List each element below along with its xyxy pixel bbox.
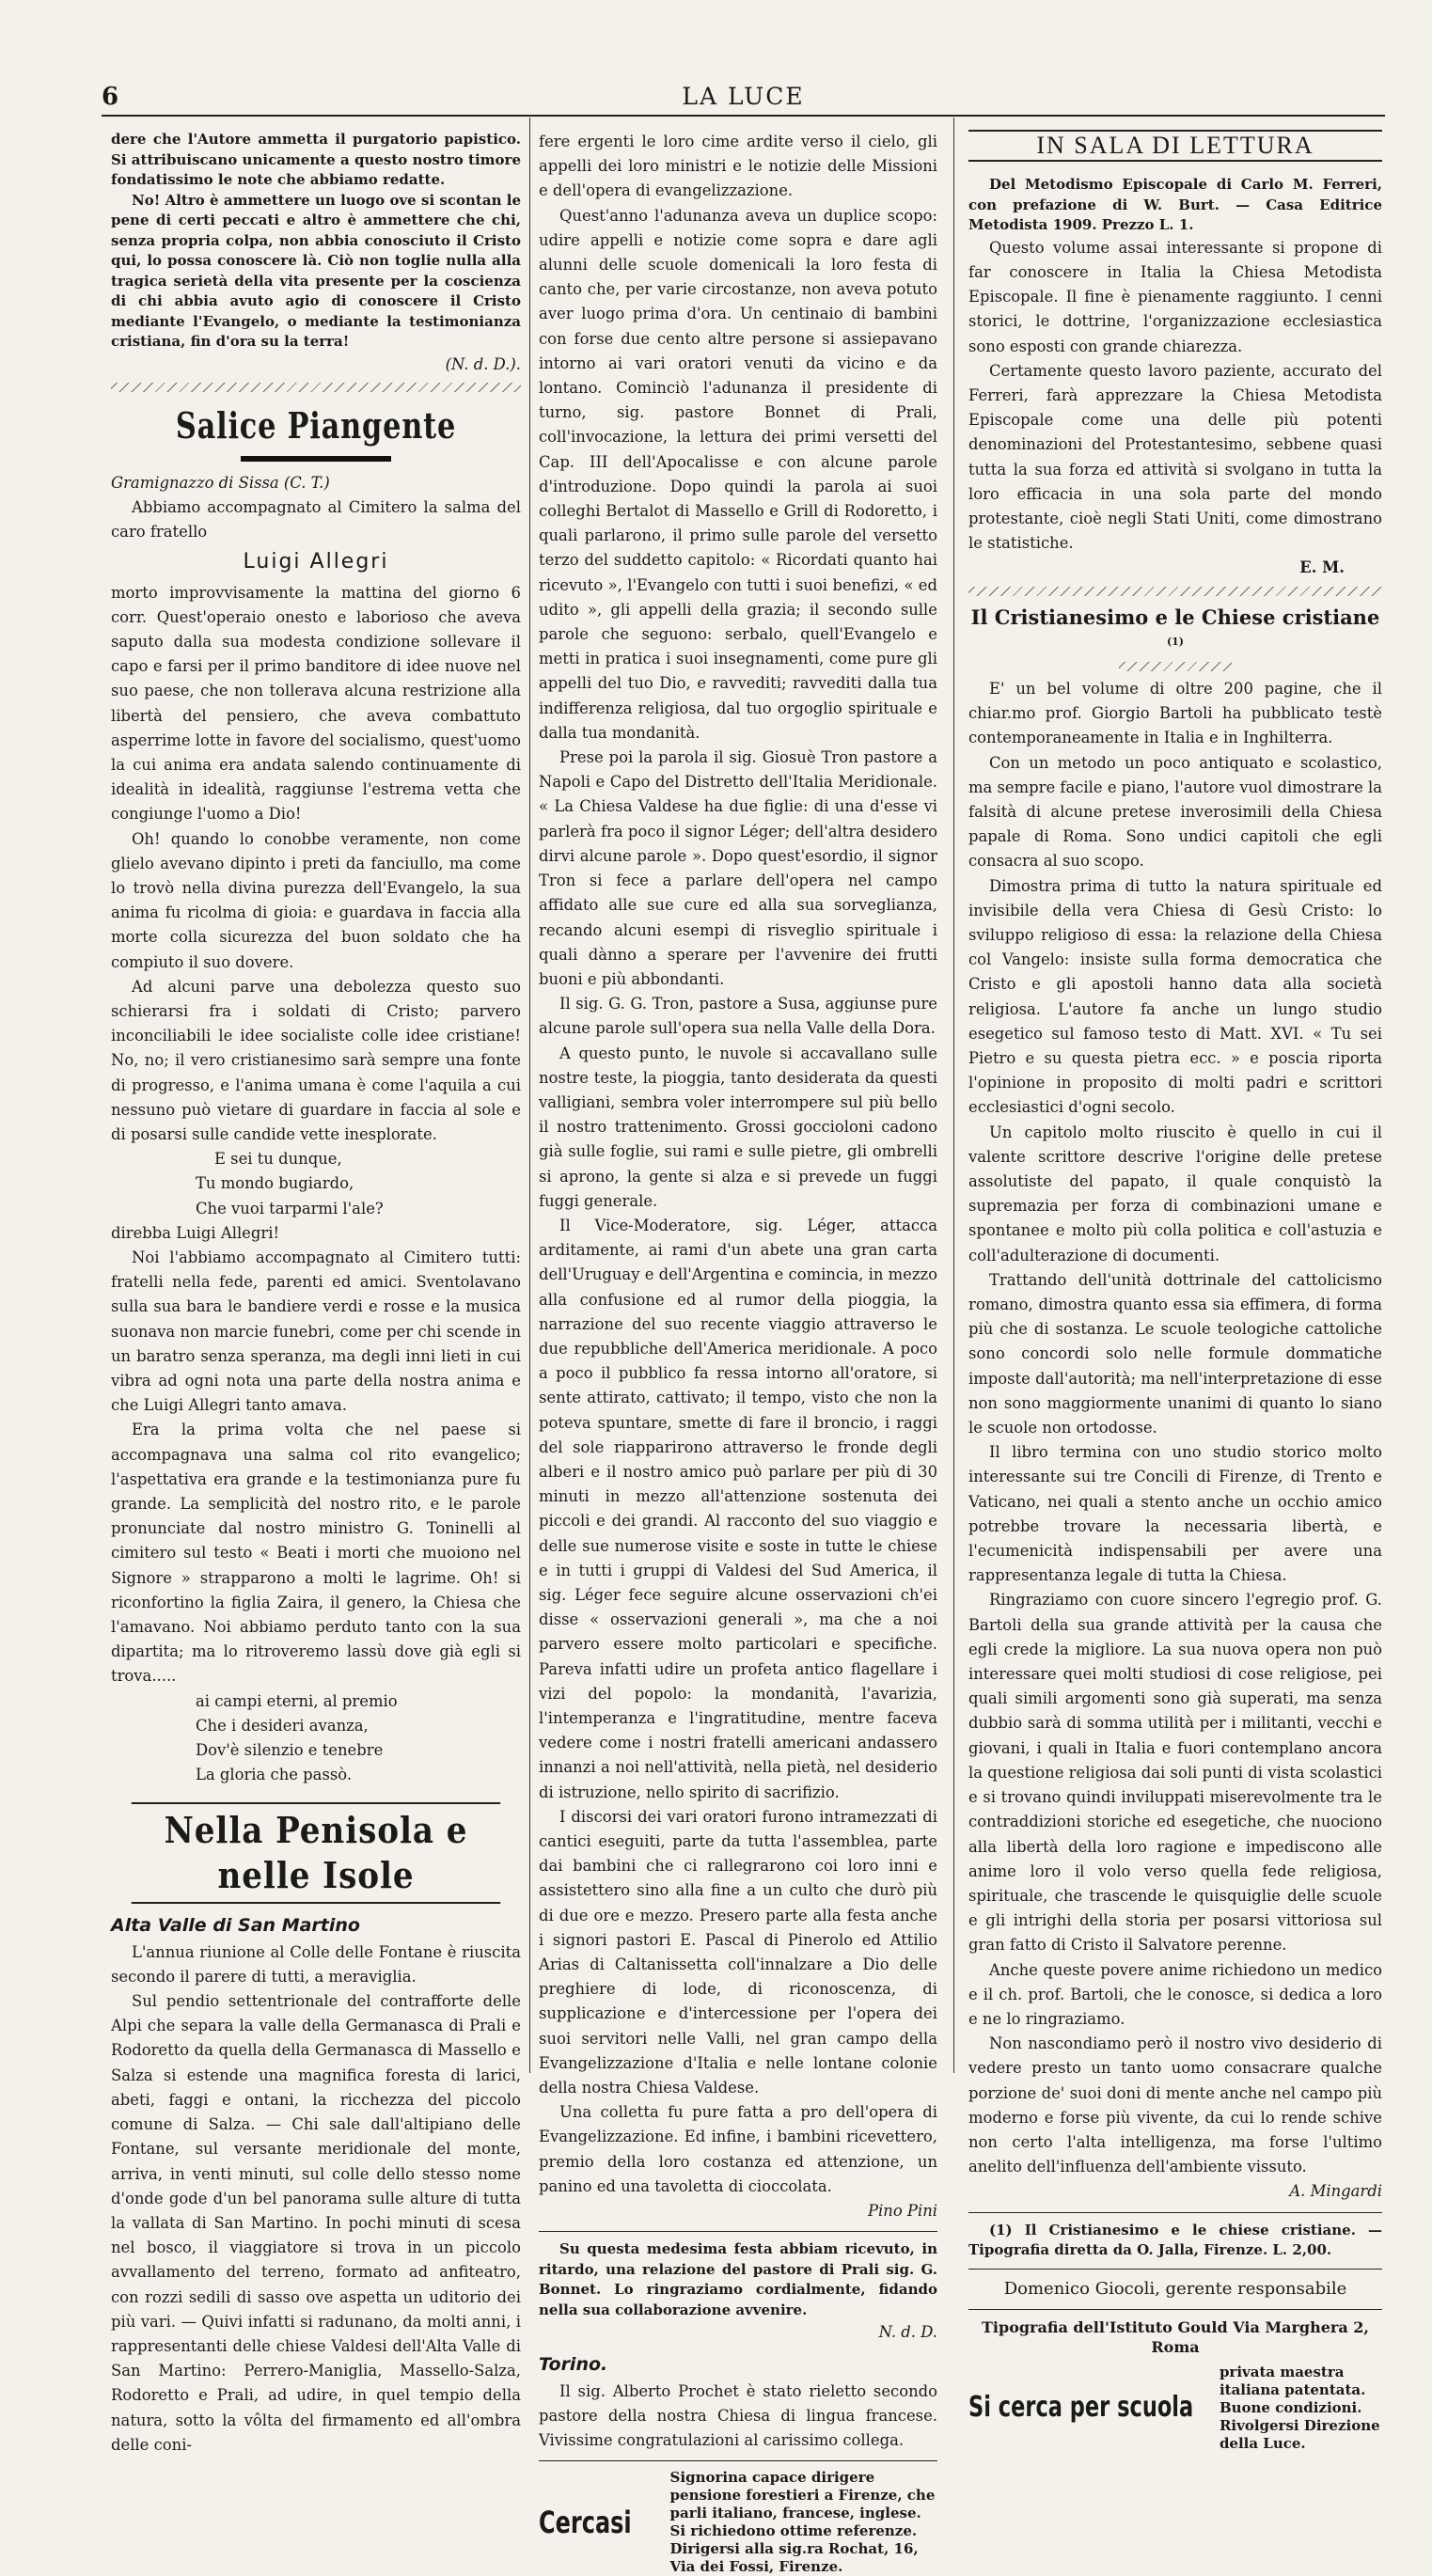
article-paragraph: Prese poi la parola il sig. Giosuè Tron pastore a Napoli e Capo del Distretto dell'Italia Meridionale. « La Chiesa Valdese ha due figlie: di una d'esse vi parlerà fra poco il signor Léger; dell'altra desidero dirvi alcune parole ». Dopo quest'esordio, il signor Tron si fece a parlare dell'opera nel campo affidato alle sue cure ed alla sua sorveglianza, recando alcuni esempi di risveglio spirituale i quali dànno a sperare per l'avvenire dei frutti buoni e più abbondanti. (539, 748, 937, 988)
penisola-heading: Nella Penisola e nelle Isole (132, 1802, 500, 1904)
salice-paragraph: Era la prima volta che nel paese si accompagnava una salma col rito evangelico; l'aspettativa era grande e la testimonianza pure fu grande. La semplicità del nostro rito, e le parole pronunciate dal nostro ministro G. Toninelli al cimitero sul testo « Beati i morti che muoiono nel Signore » strapparono a molti le lagrime. Oh! si riconfortino la figlia Zaira, il genero, la Chiesa che l'amavano. Noi abbiamo perduto tanto con la sua dipartita; ma lo ritroveremo lassù dove già egli si trova..... (111, 1421, 521, 1686)
review-paragraph: Anche queste povere anime richiedono un medico e il ch. prof. Bartoli, che le conosce, si dedica a loro e ne lo ringraziamo. (968, 1960, 1382, 2028)
gerente-line: Domenico Giocoli, gerente responsabile (1003, 2278, 1347, 2299)
advertisement-cercasi (539, 2469, 937, 2576)
separator (539, 2231, 937, 2232)
salice-paragraph: Noi l'abbiamo accompagnato al Cimitero tutti: fratelli nella fede, parenti ed amici. Sventolavano sulla sua bara le bandiere verdi e rosse e la musica suonava non marcie funebri, come per chi scende in un baratro senza speranza, ma degli inni lieti in cui vibra ad ogni nota una parte della nostra anima e che Luigi Allegri tanto amava. (111, 1249, 521, 1415)
review-paragraph: Ringraziamo con cuore sincero l'egregio prof. G. Bartoli della sua grande attività per la causa che egli crede la migliore. La sua nuova opera non può interessare quei molti studiosi di cose religiose, pei quali simili argomenti sono già superati, ma senza dubbio sarà di somma utilità per i militanti, vecchi e giovani, i quali in Italia e fuori contemplano ancora la questione religiosa dai soli punti di vista scolastici e si trovano quindi inviluppati miserevolmente tra le contraddizioni storiche ed esegetiche, che nuociono alla libertà della loro ragione e impediscono alle anime loro il volo verso quella fede religiosa, spirituale, che trascende le quisquiglie delle scuole e gli intrighi della storia per posarsi vittoriosa sul gran fatto di Cristo il Salvatore perenne. (968, 1591, 1382, 1955)
review-paragraph: Il libro termina con uno studio storico molto interessante sui tre Concili di Firenze, di Trento e Vaticano, nei quali a stento anche un occhio amico potrebbe trovare la necessaria libertà, e l'ecumenicità indispensabili per avere una rappresentanza legale di tutta la Chiesa. (968, 1443, 1382, 1585)
wavy-divider (1119, 662, 1232, 671)
intro-signature: (N. d. D.). (445, 354, 521, 373)
page-number: 6 (102, 83, 119, 111)
wavy-divider (111, 383, 521, 392)
verse-line: Che i desideri avanza, (196, 1716, 369, 1735)
salice-paragraph: Oh! quando lo conobbe veramente, non come glielo avevano dipinto i preti da fanciullo, ma come lo trovò nella divina purezza dell'Evangelo, la sua anima fu ricolma di gioia: e guardava in faccia alla morte colla sicurezza del buon soldato che ha compiuto il suo dovere. (111, 829, 521, 971)
separator (539, 2460, 937, 2461)
cristianesimo-heading (968, 605, 1382, 658)
article-paragraph: Il sig. G. G. Tron, pastore a Susa, aggiunse pure alcune parole sull'opera sua nella Valle della Dora. (539, 995, 937, 1038)
verse-line: ai campi eterni, al premio (196, 1691, 398, 1710)
column-divider-1 (529, 118, 530, 2073)
review-paragraph: Questo volume assai interessante si propone di far conoscere in Italia la Chiesa Metodista Episcopale. Il fine è pienamente raggiunto. I cenni storici, le dottrine, l'organizzazione ecclesiastica sono esposti con grande chiarezza. (968, 238, 1382, 355)
book-reference: Del Metodismo Episcopale di Carlo M. Ferreri, con prefazione di W. Burt. — Casa Editrice Metodista 1909. Prezzo L. 1. (968, 176, 1382, 234)
review-paragraph: Trattando dell'unità dottrinale del cattolicismo romano, dimostra quanto essa sia effimera, di forma più che di sostanza. Le scuole teologiche cattoliche sono concordi solo nelle formule dommatiche imposte dall'autorità; ma nell'interpretazione di esse non sono maggiormente unanimi di quanto lo siano le scuole non ortodosse. (968, 1270, 1382, 1437)
ad-text: privata maestra italiana patentata. Buone condizioni. Rivolgersi Direzione della Luce. (1219, 2363, 1380, 2452)
torino-heading: Torino. (539, 2354, 608, 2376)
verse-line: Tu mondo bugiardo, (196, 1174, 354, 1193)
verse-line: La gloria che passò. (196, 1766, 353, 1784)
ad-text: Signorina capace dirigere pensione forestieri a Firenze, che parli italiano, francese, inglese. Si richiedono ottime referenze. Dirigersi alla sig.ra Rochat, 16, Via dei Fossi, Firenze. (669, 2469, 936, 2576)
editor-note: Su questa medesima festa abbiam ricevuto, in ritardo, una relazione del pastore di Prali sig. G. Bonnet. Lo ringraziamo cordialmente, fidando nella sua collaborazione avvenire. (539, 2240, 937, 2318)
salice-paragraph: Ad alcuni parve una debolezza questo suo schierarsi fra i soldati di Cristo; parvero inconciliabili le idee socialiste colle idee cristiane! No, no; il vero cristianesimo sarà sempre una fonte di progresso, e l'anima umana è come l'aquila a cui nessuno può vietare di guardare in faccia al sole e di posarsi sulle candide vette inesplorate. (111, 977, 521, 1143)
review-paragraph: Certamente questo lavoro paziente, accurato del Ferreri, farà apprezzare la Chiesa Metodista Episcopale come una delle più potenti denominazioni del Protestantesimo, sebbene quasi tutta la sua forza ed attività si svolgano in tutta la loro efficacia in una sola parte del mondo protestante, cioè negli Stati Uniti, come dimostrano le statistiche. (968, 361, 1382, 553)
review-paragraph: E' un bel volume di oltre 200 pagine, che il chiar.mo prof. Giorgio Bartoli ha pubblicato testè contemporaneamente in Italia e in Inghilterra. (968, 679, 1382, 747)
review-signature: A. Mingardi (1289, 2182, 1382, 2201)
separator (968, 2269, 1382, 2270)
salice-lead: Abbiamo accompagnato al Cimitero la salma del caro fratello (111, 497, 521, 542)
article-paragraph: Il Vice-Moderatore, sig. Léger, attacca arditamente, ai rami d'un abete una gran carta dell'Uruguay e dell'Argentina e comincia, in mezzo alla confusione ed al rumor della pioggia, la narrazione del suo recente viaggio attraverso le due repubbliche dell'America meridionale. A poco a poco il pubblico fa ressa intorno all'oratore, si sente attirato, cattivato; il tempo, visto che non la poteva spuntare, smette di fare il broncio, i raggi del sole riapparirono attraverso le fronde degli alberi e il nostro amico può parlare per più di 30 minuti in mezzo all'attenzione sostenuta dei piccoli e dei grandi. Al racconto del suo viaggio e delle sue numerose visite e soste in tutte le chiese e in tutti i gruppi di Valdesi del Sud America, il sig. Léger fece seguire alcune osservazioni ch'ei disse « osservazioni generali », ma che a noi parvero essere molto particolari e specifiche. Pareva infatti udire un profeta antico flagellare i vizi del popolo: la mondanità, l'avarizia, l'intemperanza e l'ingratitudine, mentre faceva vedere come i nostri fratelli americani andassero innanzi a noi nell'attività, nella pietà, nel desiderio di istruzione, nello spirito di sacrifizio. (539, 1216, 937, 1801)
torino-paragraph: Il sig. Alberto Prochet è stato rieletto secondo pastore della nostra Chiesa di lingua francese. Vivissime congratulazioni al carissimo collega. (539, 2381, 937, 2450)
editor-note-signature: N. d. D. (878, 2323, 937, 2342)
column-3 (968, 130, 1383, 2452)
article-paragraph: fere ergenti le loro cime ardite verso il cielo, gli appelli dei loro ministri e le notizie delle Missioni e dell'opera di evangelizzazione. (539, 133, 937, 200)
column-divider-2 (953, 118, 954, 2073)
alta-valle-heading: Alta Valle di San Martino (111, 1915, 360, 1937)
salice-paragraph: morto improvvisamente la mattina del giorno 6 corr. Quest'operaio onesto e laborioso che aveva saputo dalla sua modesta condizione sollevare il capo e farsi per il primo banditore di idee nuove nel suo paese, che non tollerava alcuna restrizione alla libertà del pensiero, che aveva combattuto asperrime lotte in favore del socialismo, quest'uomo la cui anima era andata salendo continuamente di idealità in idealità, raggiunse l'estrema vetta che congiunge l'uomo a Dio! (111, 583, 521, 824)
intro-paragraph: No! Altro è ammettere un luogo ove si scontan le pene di certi peccati e altro è ammettere che chi, senza propria colpa, non abbia conosciuto il Cristo qui, lo possa conoscere là. Ciò non toglie nulla alla tragica serietà della vita presente per la coscienza di chi abbia avuto agio di conoscere il Cristo mediante l'Evangelo, o mediante la testimonianza cristiana, fin d'ora su la terra! (111, 191, 521, 350)
advertisement-scuola (968, 2364, 1382, 2453)
ad-headline: Cercasi (539, 2505, 632, 2541)
review-paragraph: Non nascondiamo però il nostro vivo desiderio di vedere presto un tanto uomo consacrare qualche porzione de' suoi doni di mente anche nel campo più moderno e forse più vivente, da cui lo rende schive non certo l'alta intelligenza, ma forse l'ultimo anelito dell'influenza dell'ambiente vissuto. (968, 2034, 1382, 2176)
tipografia-line: Tipografia dell'Istituto Gould Via Marghera 2, Roma (982, 2317, 1369, 2357)
article-paragraph: Una colletta fu pure fatta a pro dell'opera di Evangelizzazione. Ed infine, i bambini ricevettero, premio della loro costanza ed attenzione, un panino ed una tavoletta di cioccolata. (539, 2103, 937, 2195)
review-paragraph: Dimostra prima di tutto la natura spirituale ed invisibile della vera Chiesa di Gesù Cristo: lo sviluppo religioso di essa: la relazione della Chiesa col Vangelo: insiste sulla forma democratica che Cristo e gli apostoli hanno data alla società religiosa. L'autore fa anche un lungo studio esegetico sul famoso testo di Matt. XVI. « Tu sei Pietro e su questa pietra ecc. » e poscia riporta l'opinione in proposito di molti padri e scrittori ecclesiastici d'ogni secolo. (968, 876, 1382, 1117)
cristianesimo-title: Il Cristianesimo e le Chiese cristiane (970, 605, 1380, 629)
article-paragraph: A questo punto, le nuvole si accavallano sulle nostre teste, la pioggia, tanto desiderata da questi valligiani, sembra voler interrompere sul più bello il nostro trattenimento. Grossi goccioloni cadono già sulle foglie, sui rami e sulle pietre, gli ombrelli si aprono, la gente si alza e si prevede un fuggi fuggi generale. (539, 1044, 937, 1210)
salice-heading: Salice Piangente (175, 403, 457, 447)
verse-line: Che vuoi tarparmi l'ale? (196, 1199, 384, 1217)
wavy-divider (968, 587, 1382, 596)
alta-paragraph: Sul pendio settentrionale del contrafforte delle Alpi che separa la valle della Germanasca di Prali e Rodoretto da quella della Germanasca di Massello e Salza si estende una magnifica foresta di larici, abeti, faggi e ontani, la ricchezza del piccolo comune di Salza. — Chi sale dall'altipiano delle Fontane, sul versante meridionale del monte, arriva, in venti minuti, sul colle dello stesso nome d'onde gode d'un bel panorama sulle alture di tutta la vallata di San Martino. In pochi minuti di scesa nel bosco, il viaggiatore si trova in un piccolo avvallamento del terreno, formato ad anfiteatro, con rozzi sedili di sasso ove aspetta un uditorio dei più vari. — Quivi infatti si radunano, da molti anni, i rappresentanti delle chiese Valdesi dell'Alta Valle di San Martino: Perrero-Maniglia, Massello-Salza, Rodoretto e Prali, ad udire, in quel tempio della natura, sotto la vôlta del firmamento ed all'ombra delle coni- (111, 1992, 521, 2454)
page-title: LA LUCE (682, 83, 805, 110)
article-paragraph: I discorsi dei vari oratori furono intramezzati di cantici eseguiti, parte da tutta l'assemblea, parte dai bambini che ci rallegrarono coi loro inni e assistettero sino alla fine a un culto che durò più di due ore e mezzo. Presero parte alla festa anche i signori pastori E. Pascal di Pinerolo ed Attilio Arias di Caltanissetta coll'innalzare a Dio delle preghiere di lode, di riconoscenza, di supplicazione e d'intercessione per l'opera dei suoi servitori nelle Valli, nel gran campo della Evangelizzazione d'Italia e nelle lontane colonie della nostra Chiesa Valdese. (539, 1807, 937, 2097)
footnote: (1) Il Cristianesimo e le chiese cristiane. — Tipografia diretta da O. Jalla, Firenze. L. 2,00. (968, 2221, 1382, 2259)
ad-headline: Si cerca per scuola (968, 2391, 1194, 2425)
column-1 (111, 130, 521, 2454)
review-signature: E. M. (1299, 558, 1345, 577)
salice-place: Gramignazzo di Sissa (C. T.) (111, 473, 330, 492)
column-2 (539, 130, 937, 2576)
verse-line: E sei tu dunque, (214, 1150, 342, 1169)
separator (968, 2309, 1382, 2310)
review-paragraph: Con un metodo un poco antiquato e scolastico, ma sempre facile e piano, l'autore vuol dimostrare la falsità di alcune pretese inverosimili della Chiesa papale di Roma. Sono undici capitoli che egli consacra al suo scopo. (968, 753, 1383, 871)
header-rule (102, 115, 1385, 117)
separator (968, 2212, 1382, 2213)
salice-name: Luigi Allegri (243, 550, 389, 574)
verse-line: Dov'è silenzio e tenebre (196, 1741, 384, 1760)
article-signature: Pino Pini (868, 2202, 937, 2221)
intro-paragraph: dere che l'Autore ammetta il purgatorio papistico. Si attribuiscano unicamente a questo nostro timore fondatissimo le note che abbiamo redatte. (111, 131, 521, 188)
page-header (102, 83, 1385, 111)
footnote-mark: (1) (1166, 635, 1185, 648)
review-paragraph: Un capitolo molto riuscito è quello in cui il valente scrittore descrive l'origine delle pretese assolutiste del papato, il quale conquistò la supremazia per forza di combinazioni umane e spontanee e molto più colla politica e coll'astuzia e coll'adulterazione di documenti. (968, 1123, 1382, 1264)
alta-paragraph: L'annua riunione al Colle delle Fontane è riuscita secondo il parere di tutti, a meraviglia. (111, 1942, 521, 1986)
article-paragraph: Quest'anno l'adunanza aveva un duplice scopo: udire appelli e notizie come sopra e dare agli alunni delle scuole domenicali la loro festa di canto che, per varie circostanze, non aveva potuto aver luogo prima d'ora. Un centinaio di bambini con forse due cento altre persone si assiepavano intorno ai vari oratori venuti da vicino e da lontano. Cominciò l'adunanza il presidente di turno, sig. pastore Bonnet di Prali, coll'invocazione, la lettura dei primi versetti del Cap. III dell'Apocalisse e con alcune parole d'introduzione. Dopo quindi la parola ai suoi colleghi Bertalot di Massello e Grill di Rodoretto, i quali parlarono, il primo sulle parole del versetto terzo del suddetto capitolo: « Ricordati quanto hai ricevuto », l'Evangelo con tutti i suoi benefizi, « ed udito », gli appelli della grazia; il secondo sulle parole che seguono: serbalo, quell'Evangelo e metti in pratica i suoi insegnamenti, come pure gli appelli del tuo Dio, e ravvediti; ravvediti dalla tua indifferenza religiosa, dal tuo orgoglio spirituale e dalla tua mondanità. (539, 206, 937, 742)
salice-heading-rule (241, 456, 391, 462)
sala-lettura-heading: IN SALA DI LETTURA (968, 130, 1382, 162)
salice-paragraph: direbba Luigi Allegri! (111, 1223, 280, 1242)
